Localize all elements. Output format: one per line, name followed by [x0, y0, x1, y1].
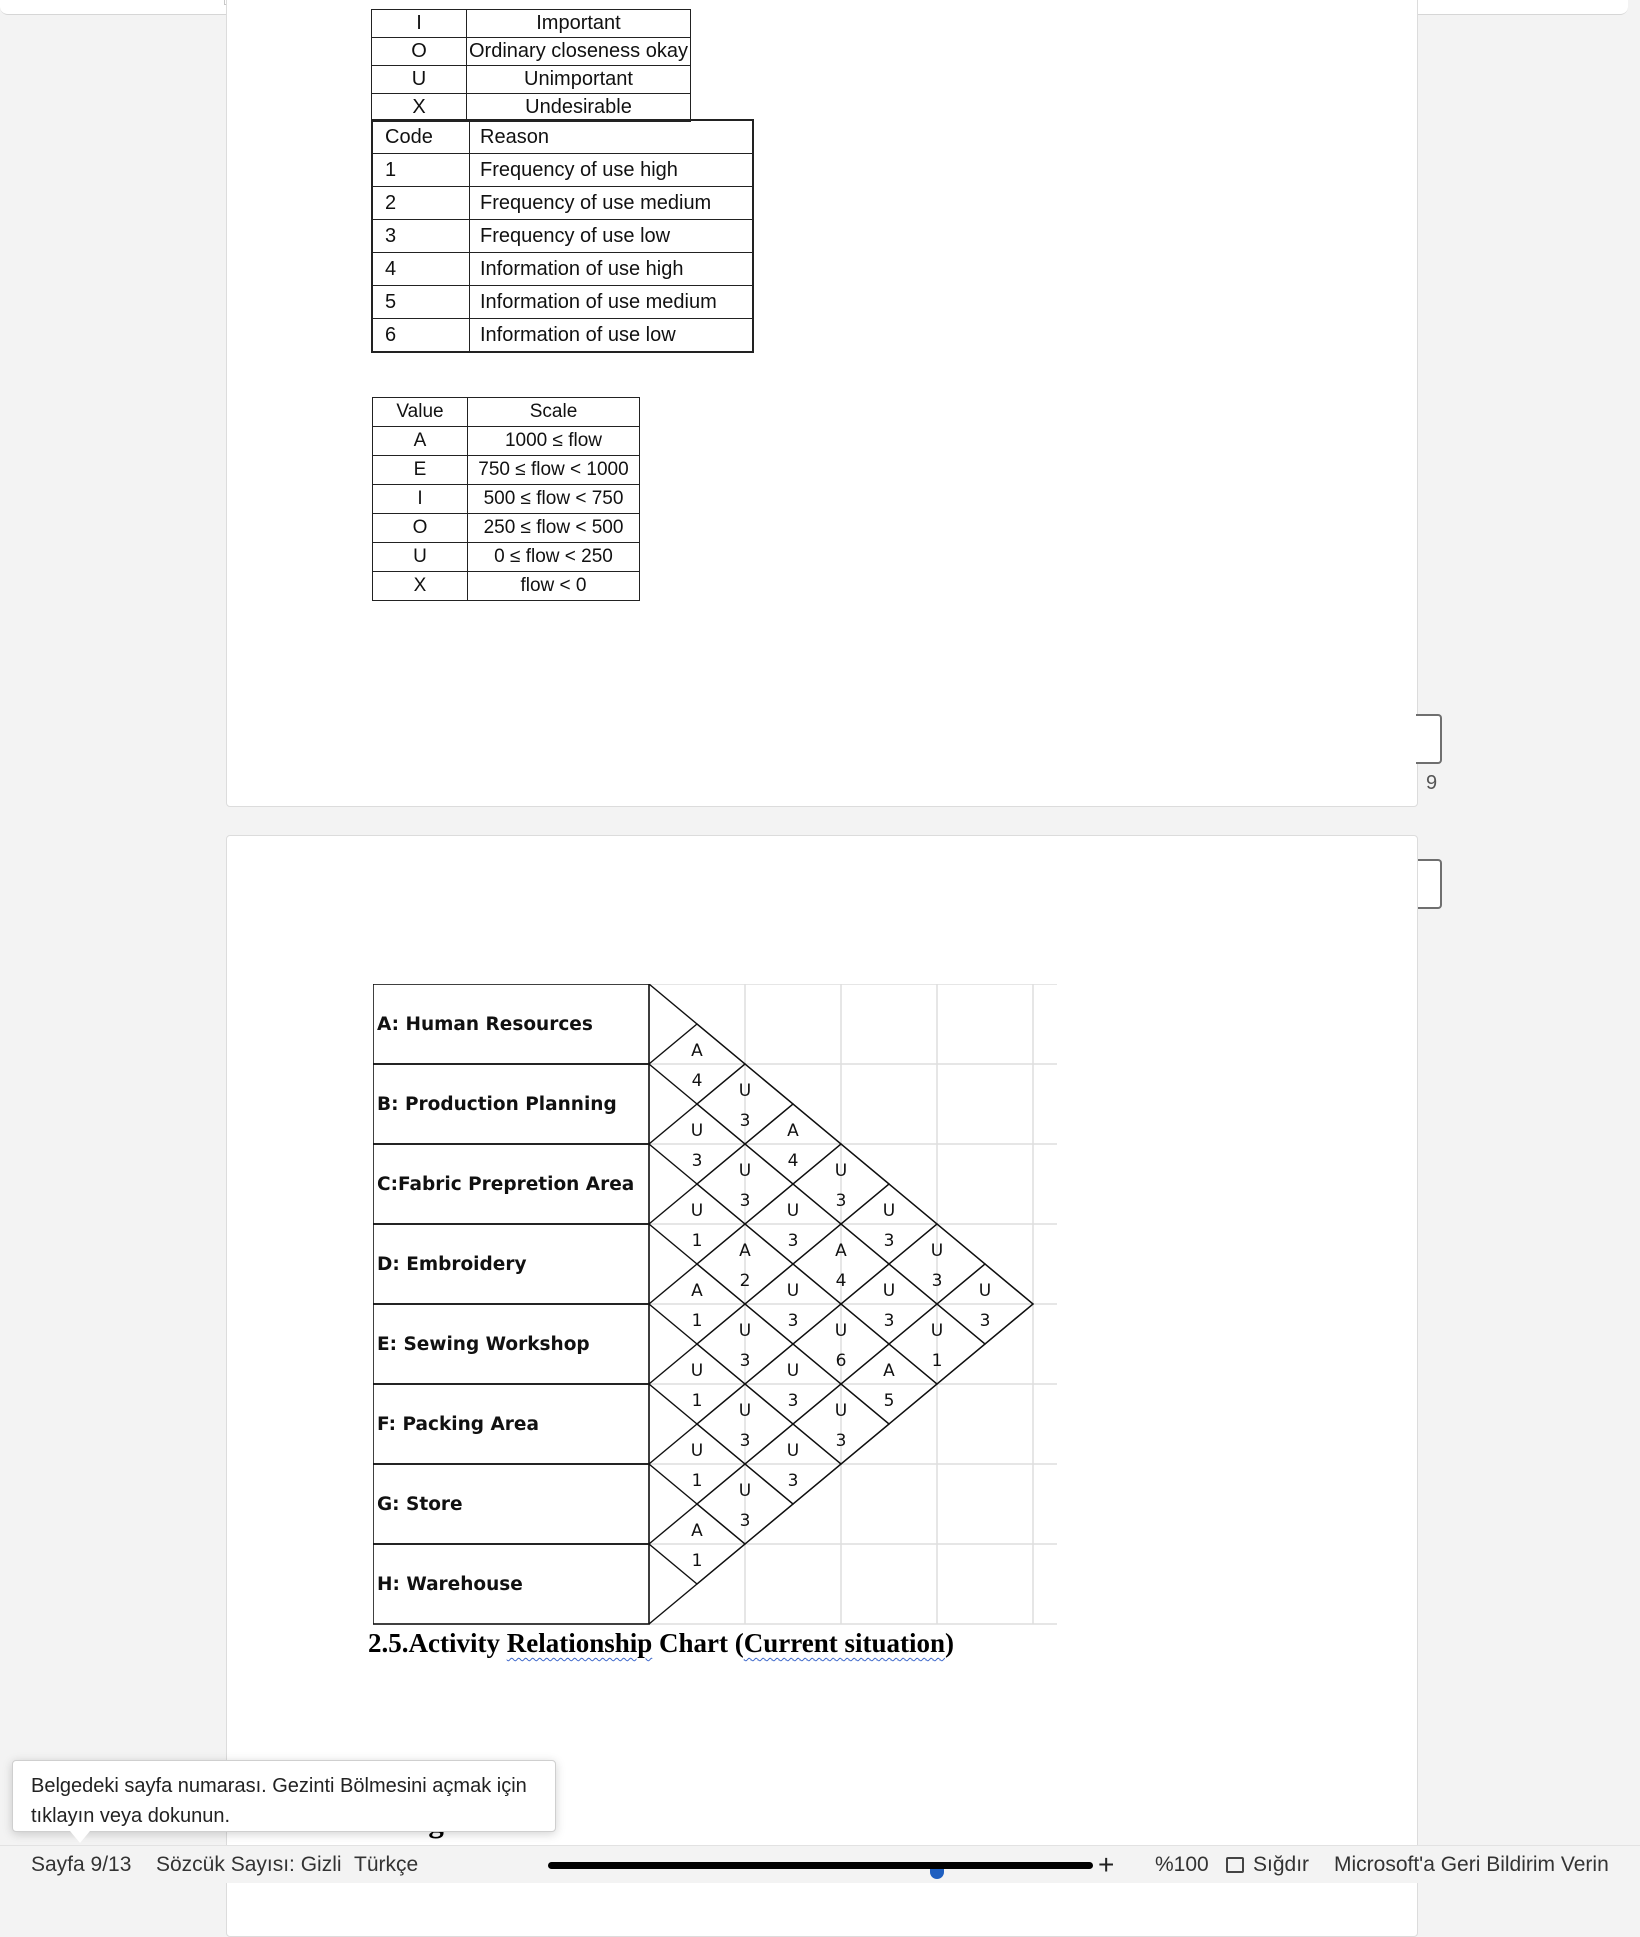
closeness-code: U — [372, 66, 467, 94]
reason-code-value: 3 — [931, 1271, 943, 1291]
reason-code: 5 — [372, 286, 470, 319]
department-label: E: Sewing Workshop — [377, 1334, 590, 1355]
reason-code-value: 3 — [979, 1311, 991, 1331]
reason-code-value: 3 — [787, 1471, 799, 1491]
zoom-slider-track[interactable] — [548, 1862, 1093, 1869]
header-value: Value — [373, 398, 468, 427]
reason-code-value: 3 — [787, 1231, 799, 1251]
header-scale: Scale — [468, 398, 640, 427]
page-marker-9[interactable] — [1416, 714, 1442, 764]
scale-row — [373, 572, 640, 601]
reason-code-value: 4 — [691, 1071, 703, 1091]
reason-text: Information of use medium — [470, 286, 754, 319]
closeness-value: U — [738, 1161, 752, 1181]
scale-row — [373, 456, 640, 485]
closeness-value: U — [882, 1201, 896, 1221]
scale-row — [373, 427, 640, 456]
closeness-value: U — [690, 1201, 704, 1221]
page-number-tooltip — [12, 1760, 556, 1832]
closeness-code: O — [372, 38, 467, 66]
fit-page-button[interactable]: Sığdır — [1253, 1853, 1310, 1876]
reason-code-table — [371, 119, 754, 353]
closeness-meaning: Ordinary closeness okay — [467, 38, 691, 66]
closeness-value: A — [691, 1281, 703, 1301]
closeness-value: U — [786, 1361, 800, 1381]
closeness-value: U — [786, 1201, 800, 1221]
scale-range: 1000 ≤ flow — [468, 427, 640, 456]
closeness-value: U — [738, 1481, 752, 1501]
tooltip-line-2: tıklayın veya dokunun. — [31, 1805, 231, 1827]
reason-code: 1 — [372, 154, 470, 187]
zoom-slider-thumb[interactable] — [930, 1869, 944, 1879]
reason-text: Frequency of use low — [470, 220, 754, 253]
status-bar — [0, 1845, 1640, 1883]
reason-table-header — [372, 120, 753, 154]
header-code: Code — [372, 120, 470, 154]
department-label: C:Fabric Prepretion Area — [377, 1174, 635, 1195]
scale-row — [373, 514, 640, 543]
zoom-in-button[interactable]: + — [1098, 1849, 1115, 1880]
scale-table-header — [373, 398, 640, 427]
reason-code-value: 1 — [691, 1551, 703, 1571]
scale-range: 500 ≤ flow < 750 — [468, 485, 640, 514]
closeness-value: U — [738, 1401, 752, 1421]
reason-code-value: 1 — [691, 1231, 703, 1251]
reason-code-value: 3 — [835, 1431, 847, 1451]
reason-code: 3 — [372, 220, 470, 253]
closeness-value: U — [882, 1281, 896, 1301]
closeness-value: U — [738, 1321, 752, 1341]
zoom-level[interactable]: %100 — [1155, 1853, 1209, 1876]
department-label: B: Production Planning — [377, 1094, 617, 1115]
closeness-value: U — [690, 1441, 704, 1461]
department-label: H: Warehouse — [377, 1574, 523, 1595]
fit-page-icon[interactable] — [1226, 1857, 1244, 1873]
scale-value: E — [373, 456, 468, 485]
caption-word-current-situation[interactable]: Current situation — [743, 1628, 946, 1658]
language-indicator[interactable]: Türkçe — [354, 1853, 419, 1876]
caption-mid: Chart ( — [652, 1628, 744, 1658]
closeness-value: U — [834, 1401, 848, 1421]
reason-code-value: 3 — [739, 1111, 751, 1131]
scale-range: 750 ≤ flow < 1000 — [468, 456, 640, 485]
reason-code-value: 3 — [787, 1311, 799, 1331]
caption-suffix: ) — [945, 1628, 955, 1658]
scale-row — [373, 485, 640, 514]
reason-code-value: 5 — [883, 1391, 895, 1411]
reason-code-value: 1 — [931, 1351, 943, 1371]
reason-row — [372, 220, 753, 253]
flow-scale-table — [372, 397, 640, 601]
reason-code: 4 — [372, 253, 470, 286]
reason-text: Frequency of use high — [470, 154, 754, 187]
department-label: G: Store — [377, 1494, 463, 1515]
reason-row — [372, 154, 753, 187]
chart-caption — [368, 1628, 954, 1659]
reason-code-value: 1 — [691, 1311, 703, 1331]
department-label: A: Human Resources — [377, 1014, 593, 1035]
reason-code-value: 1 — [691, 1471, 703, 1491]
scale-value: A — [373, 427, 468, 456]
tooltip-line-1: Belgedeki sayfa numarası. Gezinti Bölmesini açmak için — [31, 1775, 527, 1797]
closeness-value: A — [739, 1241, 751, 1261]
reason-code-value: 3 — [835, 1191, 847, 1211]
scale-value: O — [373, 514, 468, 543]
reason-code-value: 3 — [739, 1351, 751, 1371]
scale-range: flow < 0 — [468, 572, 640, 601]
reason-code-value: 2 — [739, 1271, 751, 1291]
page-number-9[interactable]: 9 — [1426, 772, 1438, 794]
word-count[interactable]: Sözcük Sayısı: Gizli — [156, 1853, 342, 1876]
scale-range: 0 ≤ flow < 250 — [468, 543, 640, 572]
closeness-meaning: Undesirable — [467, 94, 691, 122]
reason-row — [372, 253, 753, 286]
closeness-value: A — [835, 1241, 847, 1261]
reason-code-value: 3 — [883, 1311, 895, 1331]
closeness-value: A — [787, 1121, 799, 1141]
reason-code-value: 4 — [787, 1151, 799, 1171]
closeness-meaning: Important — [467, 10, 691, 38]
tooltip-arrow — [70, 1831, 90, 1843]
closeness-value: U — [690, 1121, 704, 1141]
scale-value: U — [373, 543, 468, 572]
closeness-value: A — [883, 1361, 895, 1381]
reason-code-value: 4 — [835, 1271, 847, 1291]
closeness-value: U — [978, 1281, 992, 1301]
reason-code-value: 1 — [691, 1391, 703, 1411]
closeness-value: U — [786, 1441, 800, 1461]
caption-word-relationship[interactable]: Relationship — [506, 1628, 653, 1658]
scale-row — [373, 543, 640, 572]
department-label: D: Embroidery — [377, 1254, 527, 1275]
closeness-value: A — [691, 1521, 703, 1541]
reason-code-value: 3 — [739, 1431, 751, 1451]
department-label: F: Packing Area — [377, 1414, 539, 1435]
page-indicator[interactable]: Sayfa 9/13 — [31, 1853, 132, 1876]
closeness-value: U — [786, 1281, 800, 1301]
closeness-value: U — [930, 1321, 944, 1341]
reason-code-value: 6 — [835, 1351, 847, 1371]
reason-text: Information of use low — [470, 319, 754, 353]
closeness-value: U — [930, 1241, 944, 1261]
closeness-value: U — [834, 1321, 848, 1341]
closeness-code: I — [372, 10, 467, 38]
reason-code: 6 — [372, 319, 470, 353]
caption-prefix: 2.5.Activity — [368, 1628, 507, 1658]
closeness-value: U — [834, 1161, 848, 1181]
reason-text: Information of use high — [470, 253, 754, 286]
closeness-value: U — [690, 1361, 704, 1381]
reason-text: Frequency of use medium — [470, 187, 754, 220]
header-reason: Reason — [470, 120, 754, 154]
reason-row — [372, 187, 753, 220]
scale-value: I — [373, 485, 468, 514]
reason-code-value: 3 — [691, 1151, 703, 1171]
reason-row — [372, 286, 753, 319]
closeness-table — [371, 9, 691, 122]
closeness-row — [372, 94, 691, 122]
activity-relationship-chart — [373, 984, 1283, 1629]
closeness-value: A — [691, 1041, 703, 1061]
scale-value: X — [373, 572, 468, 601]
closeness-row — [372, 10, 691, 38]
reason-code-value: 3 — [787, 1391, 799, 1411]
closeness-value: U — [738, 1081, 752, 1101]
reason-code-value: 3 — [739, 1511, 751, 1531]
reason-code: 2 — [372, 187, 470, 220]
document-page-9 — [226, 0, 1418, 807]
closeness-row — [372, 38, 691, 66]
reason-code-value: 3 — [739, 1191, 751, 1211]
feedback-link[interactable]: Microsoft'a Geri Bildirim Verin — [1334, 1853, 1609, 1876]
reason-row — [372, 319, 753, 353]
scale-range: 250 ≤ flow < 500 — [468, 514, 640, 543]
page-marker-10[interactable] — [1416, 859, 1442, 909]
reason-code-value: 3 — [883, 1231, 895, 1251]
closeness-code: X — [372, 94, 467, 122]
closeness-row — [372, 66, 691, 94]
closeness-meaning: Unimportant — [467, 66, 691, 94]
